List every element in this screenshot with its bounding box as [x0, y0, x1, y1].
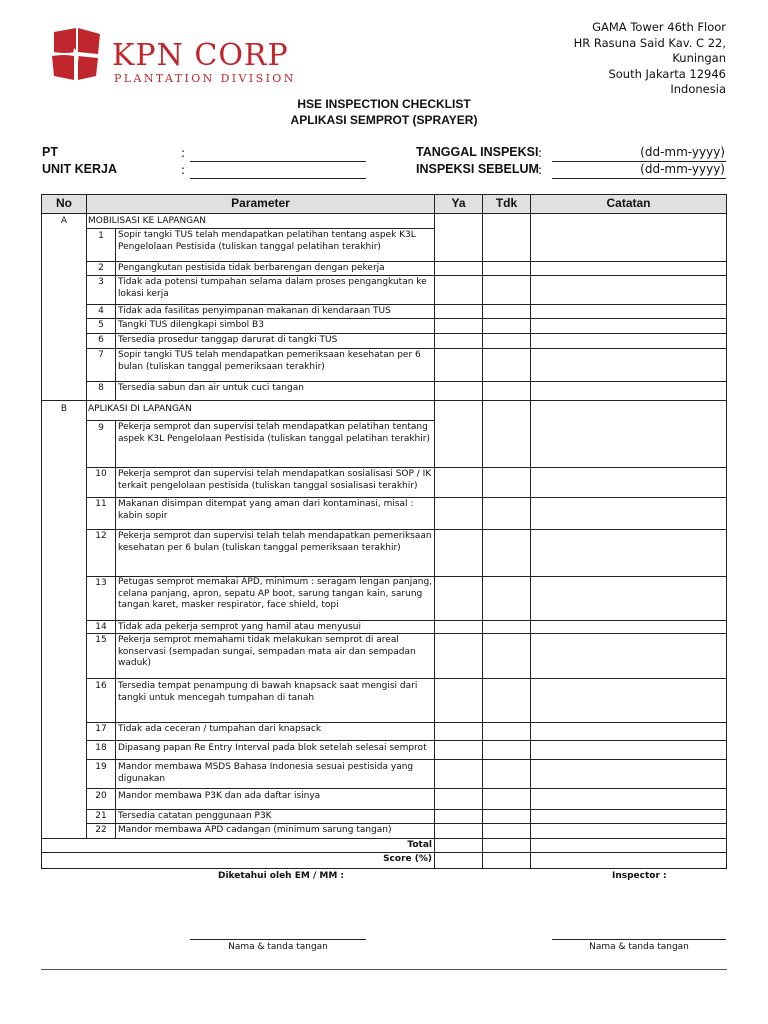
item-number: 16 [95, 681, 107, 691]
item-number: 7 [98, 350, 104, 360]
item-parameter: Mandor membawa MSDS Bahasa Indonesia sesuai pestisida yang digunakan [118, 762, 414, 784]
item-number: 8 [98, 383, 104, 393]
item-parameter: Tidak ada potensi tumpahan selama dalam proses pengangkutan ke lokasi kerja [118, 277, 427, 299]
company-name: KPN CORP [112, 38, 289, 73]
col-header-parameter: Parameter [231, 196, 290, 210]
item-parameter: Tersedia prosedur tanggap darurat di tangki TUS [118, 335, 338, 345]
signature-caption-right: Nama & tanda tangan [589, 942, 689, 952]
item-number: 12 [95, 531, 107, 541]
pt-label: PT [42, 145, 58, 159]
item-parameter: Tersedia sabun dan air untuk cuci tangan [118, 383, 304, 393]
pt-colon: : [181, 146, 186, 160]
item-number: 19 [95, 762, 107, 772]
item-parameter: Tersedia catatan penggunaan P3K [118, 811, 272, 821]
item-parameter: Mandor membawa P3K dan ada daftar isinya [118, 791, 321, 801]
known-by-label: Diketahui oleh EM / MM : [218, 871, 345, 881]
item-parameter: Petugas semprot memakai APD, minimum : seragam lengan panjang, celana panjang, apron, sepatu AP boot, sarung tangan kain, sarung tangan karet, masker respirator, face shield, topi [118, 577, 433, 611]
item-parameter: Pekerja semprot dan supervisi telah mendapatkan sosialisasi SOP / IK terkait pengelolaan pestisida (tuliskan tanggal sosialisasi terakhir) [118, 469, 432, 491]
item-number: 13 [95, 578, 107, 588]
item-parameter: Dipasang papan Re Entry Interval pada blok setelah selesai semprot [118, 743, 427, 753]
unit-kerja-label: UNIT KERJA [42, 162, 118, 176]
item-number: 15 [95, 635, 107, 645]
doc-subtitle: APLIKASI SEMPROT (SPRAYER) [290, 113, 478, 127]
item-parameter: Tangki TUS dilengkapi simbol B3 [118, 320, 264, 330]
section-title: MOBILISASI KE LAPANGAN [88, 216, 207, 226]
signature-caption-left: Nama & tanda tangan [228, 942, 328, 952]
tanggal-colon: : [538, 146, 543, 160]
address-line: HR Rasuna Said Kav. C 22, [573, 35, 726, 50]
item-parameter: Pekerja semprot dan supervisi telah telah mendapatkan pemeriksaan kesehatan per 6 bulan (tuliskan tanggal pemeriksaan terakhir) [118, 531, 432, 553]
item-number: 11 [95, 499, 107, 509]
item-number: 1 [98, 231, 104, 241]
address-line: South Jakarta 12946 [608, 66, 726, 81]
item-parameter: Pekerja semprot memahami tidak melakukan semprot di areal konservasi (sempadan sungai, sempadan mata air dan sempadan waduk) [118, 635, 416, 669]
item-number: 20 [95, 791, 107, 801]
item-parameter: Sopir tangki TUS telah mendapatkan pemeriksaan kesehatan per 6 bulan (tuliskan tanggal pemeriksaan terakhir) [118, 350, 421, 372]
item-number: 18 [95, 743, 107, 753]
company-division: PLANTATION DIVISION [114, 72, 296, 85]
address-line: Indonesia [670, 82, 726, 96]
inspector-label: Inspector : [612, 871, 667, 881]
signature-line-right[interactable] [552, 939, 726, 940]
item-parameter: Mandor membawa APD cadangan (minimum sarung tangan) [118, 825, 392, 835]
item-number: 3 [98, 277, 104, 287]
item-number: 9 [98, 423, 104, 433]
signature-line-left[interactable] [190, 939, 366, 940]
item-number: 2 [98, 263, 104, 273]
item-parameter: Pekerja semprot dan supervisi telah mendapatkan pelatihan tentang aspek K3L Pengelolaan Pestisida (tuliskan tanggal pelatihan terakhir) [118, 422, 430, 444]
item-parameter: Tidak ada pekerja semprot yang hamil atau menyusui [118, 622, 362, 632]
total-label: Total [407, 840, 432, 850]
section-title: APLIKASI DI LAPANGAN [88, 404, 192, 414]
tanggal-inspeksi-label: TANGGAL INSPEKSI [416, 145, 539, 159]
item-number: 14 [95, 622, 107, 632]
sebelum-date-field[interactable]: (dd-mm-yyyy) [640, 162, 725, 176]
address-line: GAMA Tower 46th Floor [592, 20, 726, 34]
item-parameter: Sopir tangki TUS telah mendapatkan pelatihan tentang aspek K3L Pengelolaan Pestisida (tuliskan tanggal pelatihan terakhir) [118, 230, 416, 252]
item-number: 5 [98, 320, 104, 330]
score-label: Score (%) [383, 854, 432, 864]
col-header-ya: Ya [451, 196, 466, 210]
item-parameter: Pengangkutan pestisida tidak berbarengan dengan pekerja [118, 263, 385, 273]
col-header-no: No [56, 196, 72, 210]
inspeksi-sebelum-label: INSPEKSI SEBELUM [416, 162, 539, 176]
item-number: 6 [98, 335, 104, 345]
item-number: 21 [95, 811, 107, 821]
item-number: 22 [95, 825, 107, 835]
item-parameter: Tidak ada fasilitas penyimpanan makanan di kendaraan TUS [118, 306, 391, 316]
unit-kerja-colon: : [181, 163, 186, 177]
col-header-tdk: Tdk [495, 196, 518, 210]
section-code: A [60, 216, 68, 226]
section-code: B [60, 404, 68, 414]
item-parameter: Tidak ada ceceran / tumpahan dari knapsack [118, 724, 322, 734]
address-line: Kuningan [672, 51, 726, 65]
item-number: 10 [95, 469, 107, 479]
tanggal-date-field[interactable]: (dd-mm-yyyy) [640, 145, 725, 159]
item-parameter: Tersedia tempat penampung di bawah knapsack saat mengisi dari tangki untuk mencegah tumpahan di tanah [118, 681, 418, 703]
doc-title: HSE INSPECTION CHECKLIST [297, 97, 471, 111]
item-parameter: Makanan disimpan ditempat yang aman dari kontaminasi, misal : kabin sopir [118, 499, 414, 521]
sebelum-colon: : [538, 163, 543, 177]
col-header-catatan: Catatan [606, 196, 651, 210]
item-number: 17 [95, 724, 107, 734]
item-number: 4 [98, 306, 104, 316]
